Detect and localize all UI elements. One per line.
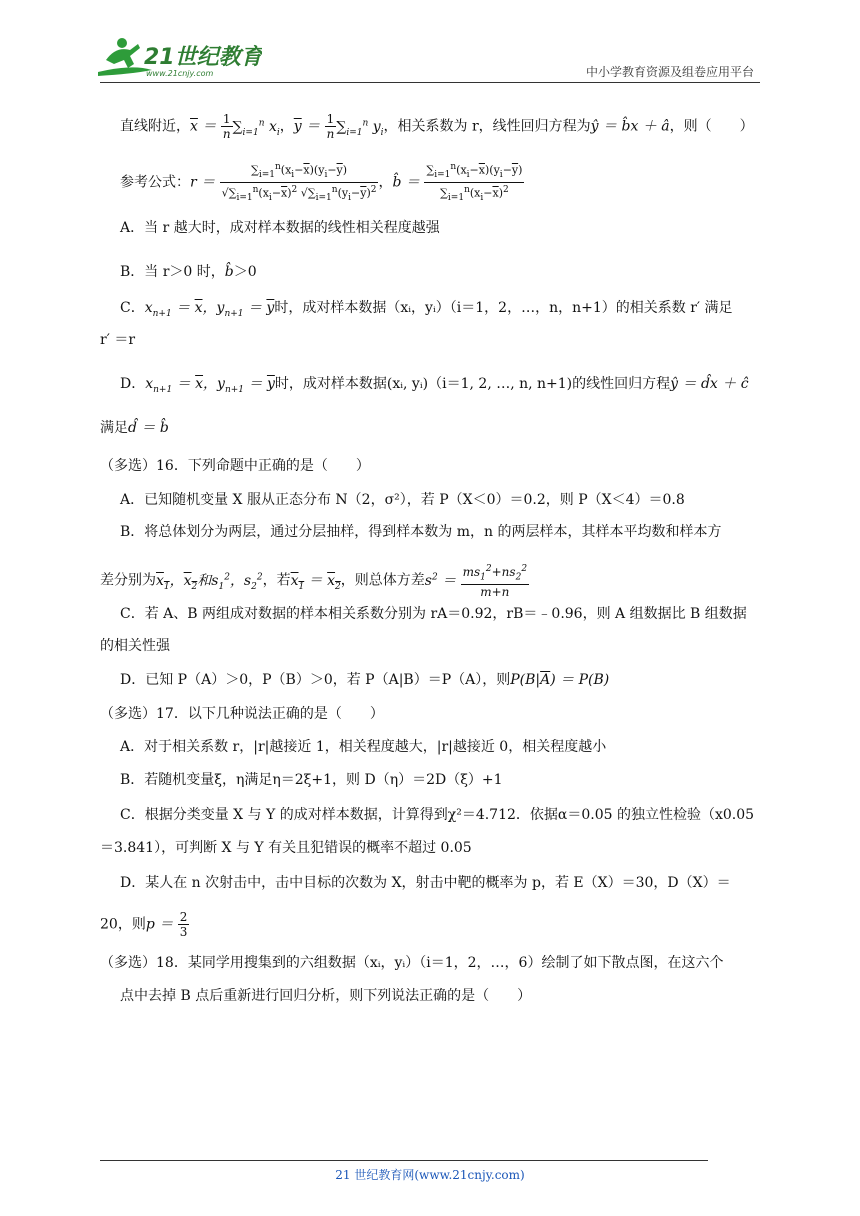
q17-option-c-line1: C．根据分类变量 X 与 Y 的成对样本数据，计算得到χ²＝4.712．依据α＝0.05 的独立性检验（x0.05 bbox=[120, 807, 755, 823]
footer-divider bbox=[100, 1160, 708, 1161]
logo-text: 21世纪教育 bbox=[144, 45, 262, 70]
q15-option-b: B．当 r＞0 时，b̂＞0 bbox=[120, 264, 257, 280]
q17-option-c-line2: ＝3.841），可判断 X 与 Y 有关且犯错误的概率不超过 0.05 bbox=[100, 840, 472, 856]
q17-option-b: B．若随机变量ξ，η满足η＝2ξ+1，则 D（η）＝2D（ξ）+1 bbox=[120, 772, 503, 788]
q16-option-d: D．已知 P（A）＞0，P（B）＞0，若 P（A|B）＝P（A），则$P(B|\overline{A}) = P(B)$ bbox=[120, 672, 610, 688]
footer-site: 21 世纪教育网(www.21cnjy.com) bbox=[335, 1168, 525, 1182]
logo-url: www.21cnjy.com bbox=[146, 69, 214, 78]
q16-option-a: A．已知随机变量 X 服从正态分布 N（2，σ²），若 P（X＜0）＝0.2，则 P（X＜4）＝0.8 bbox=[120, 492, 685, 508]
q15-option-c-line2: r′ ＝r bbox=[100, 332, 136, 348]
q16-option-b-line2: 差分别为$x_1$，$x_2$和$s_1^2$，$s_2^2$，若$x_1 = x_2$，则总体方差$s^2$ ＝ $\frac{ms_1^2+ns_2^2}{m+n}$ bbox=[100, 564, 528, 600]
logo-graphic bbox=[92, 34, 262, 80]
q16-option-c-line1: C．若 A、B 两组成对数据的样本相关系数分别为 rA＝0.92，rB＝﹣0.96，则 A 组数据比 B 组数据 bbox=[120, 606, 747, 622]
q16-option-b-line1: B．将总体划分为两层，通过分层抽样，得到样本数为 m，n 的两层样本，其样本平均数和样本方 bbox=[120, 524, 722, 540]
q15-reference-formula: 参考公式：r ＝ $\frac{\sum_{i=1}^n(x_i-\overline{x})(y_i-\overline{y})}{√\sum_{i=1}^n(x_i-\overline{x})^2 √\sum_{i=1}^n(y_i-\overline{y})^2}$ ，b̂ ＝ $\frac{\sum_{i=1}^n(x_i-\overline{x})(y_i-\overline{y})}{\sum_{i=1}^n(x_i-\overline{x})^2}$ bbox=[120, 162, 523, 203]
q17-option-d-line1: D．某人在 n 次射击中，击中目标的次数为 X，射击中靶的概率为 p，若 E（X）＝30，D（X）＝ bbox=[120, 875, 731, 891]
q16-stem: （多选）16．下列命题中正确的是（ ） bbox=[100, 458, 370, 474]
q18-stem-line2: 点中去掉 B 点后重新进行回归分析，则下列说法正确的是（ ） bbox=[120, 988, 532, 1004]
q17-option-d-line2: 20，则p ＝ $\frac{2}{3}$ bbox=[100, 910, 188, 939]
header-divider bbox=[100, 82, 760, 83]
q18-stem-line1: （多选）18．某同学用搜集到的六组数据（xᵢ，yᵢ）（i＝1，2，…，6）绘制了如下散点图，在这六个 bbox=[100, 955, 724, 971]
q17-stem: （多选）17．以下几种说法正确的是（ ） bbox=[100, 706, 384, 722]
q15-option-d-line2: 满足d̂ ＝ b̂ bbox=[100, 420, 169, 436]
q16-option-c-line2: 的相关性强 bbox=[100, 638, 170, 654]
q15-option-d-line1: D．$x_{n+1} = \overline{x}$，$y_{n+1} = \overline{y}$时，成对样本数据(xᵢ, yᵢ)（i＝1, 2, …, n, n+1)的线性回归方程ŷ ＝ d̂x ＋ ĉ bbox=[120, 376, 749, 395]
site-logo bbox=[92, 34, 262, 80]
q17-option-a: A．对于相关系数 r，|r|越接近 1，相关程度越大，|r|越接近 0，相关程度越小 bbox=[120, 739, 607, 755]
q15-option-c-line1: C．$x_{n+1} = \overline{x}$，$y_{n+1} = \overline{y}$时，成对样本数据（xᵢ，yᵢ）（i＝1，2，…，n，n+1）的相关系数 r′ 满足 bbox=[120, 300, 733, 319]
header-platform-name: 中小学教育资源及组卷应用平台 bbox=[585, 65, 754, 79]
q15-option-a: A．当 r 越大时，成对样本数据的线性相关程度越强 bbox=[120, 220, 440, 236]
q15-intro: 直线附近，$\overline{x}$ ＝ $\frac{1}{n}$ $\sum_{i=1}^n$ $x_i$，$\overline{y}$ ＝ $\frac{1}{n}$ $\sum_{i=1}^n$ $y_i$，相关系数为 r，线性回归方程为ŷ ＝ b̂x ＋ â，则（ ） bbox=[120, 112, 754, 141]
